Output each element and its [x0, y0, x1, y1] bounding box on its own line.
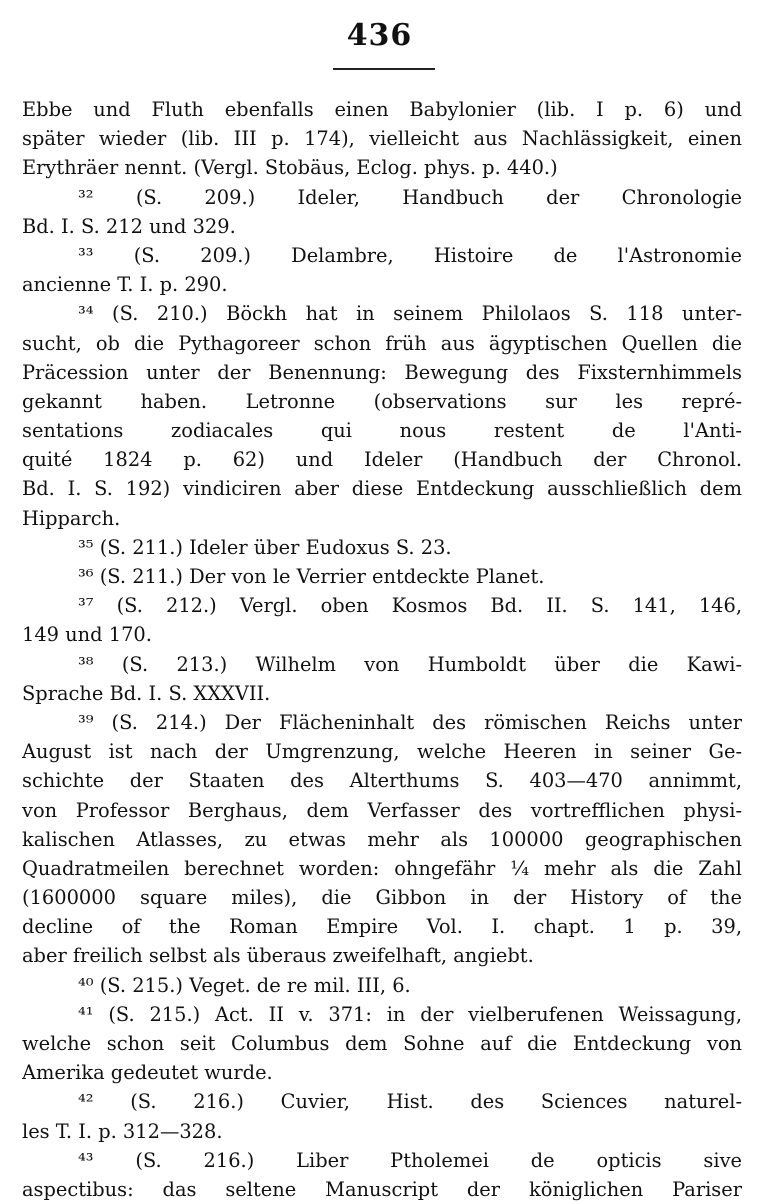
text-line: ³³ (S. 209.) Delambre, Histoire de l'Astronomie — [78, 243, 742, 267]
text-line: les T. I. p. 312—328. — [22, 1119, 223, 1143]
text-line: welche schon seit Columbus dem Sohne auf die Entdeckung von — [22, 1032, 742, 1055]
text-line: aspectibus: das seltene Manuscript der königlichen Pariser — [22, 1177, 742, 1201]
text-line: ³⁶ (S. 211.) Der von le Verrier entdeckte Planet. — [78, 565, 545, 588]
text-line: Erythräer nennt. (Vergl. Stobäus, Eclog. phys. p. 440.) — [22, 156, 558, 180]
footnotes-text-block — [22, 95, 742, 1204]
text-line: kalischen Atlasses, zu etwas mehr als 100000 geographischen — [22, 827, 742, 851]
text-line: Ebbe und Fluth ebenfalls einen Babylonier (lib. I p. 6) und — [22, 98, 742, 121]
text-line: ³⁵ (S. 211.) Ideler über Eudoxus S. 23. — [78, 535, 452, 559]
text-line: ³⁴ (S. 210.) Böckh hat in seinem Philolaos S. 118 unter- — [78, 302, 742, 326]
text-line: ³⁷ (S. 212.) Vergl. oben Kosmos Bd. II. S. 141, 146, — [78, 594, 742, 618]
text-line: decline of the Roman Empire Vol. I. chapt. 1 p. 39, — [22, 915, 742, 939]
text-line: 149 und 170. — [22, 623, 152, 647]
page-number: 436 — [346, 18, 413, 53]
text-line: Bd. I. S. 212 und 329. — [22, 214, 236, 238]
text-line: ⁴⁰ (S. 215.) Veget. de re mil. III, 6. — [78, 973, 411, 997]
text-line: Quadratmeilen berechnet worden: ohngefähr ¼ mehr als die Zahl — [22, 856, 742, 880]
text-line: ⁴² (S. 216.) Cuvier, Hist. des Sciences naturel- — [78, 1090, 742, 1114]
text-line: später wieder (lib. III p. 174), vielleicht aus Nachlässigkeit, einen — [22, 127, 742, 151]
text-line: von Professor Berghaus, dem Verfasser des vortrefflichen physi- — [22, 798, 742, 822]
header-rule — [333, 68, 435, 70]
text-line: gekannt haben. Letronne (observations sur les repré- — [22, 389, 742, 413]
text-line: Präcession unter der Benennung: Bewegung des Fixsternhimmels — [22, 360, 742, 384]
text-line: Bd. I. S. 192) vindiciren aber diese Entdeckung ausschließlich dem — [22, 477, 742, 501]
text-line: schichte der Staaten des Alterthums S. 403—470 annimmt, — [22, 769, 742, 793]
text-line: quité 1824 p. 62) und Ideler (Handbuch der Chronol. — [22, 448, 742, 472]
text-line: Hipparch. — [22, 506, 121, 530]
text-line: August ist nach der Umgrenzung, welche Heeren in seiner Ge- — [22, 740, 742, 764]
text-line: aber freilich selbst als überaus zweifelhaft, angiebt. — [22, 944, 534, 968]
text-line: ³⁸ (S. 213.) Wilhelm von Humboldt über die Kawi- — [78, 652, 742, 676]
text-line: (1600000 square miles), die Gibbon in der History of the — [22, 886, 742, 910]
text-line: ³² (S. 209.) Ideler, Handbuch der Chronologie — [78, 185, 742, 209]
text-line: Sprache Bd. I. S. XXXVII. — [22, 681, 271, 705]
text-line: ³⁹ (S. 214.) Der Flächeninhalt des römischen Reichs unter — [78, 710, 742, 734]
text-line: Amerika gedeutet wurde. — [22, 1061, 273, 1085]
text-line: sentations zodiacales qui nous restent de l'Anti- — [22, 419, 742, 443]
text-line: ancienne T. I. p. 290. — [22, 273, 228, 297]
text-line: ⁴¹ (S. 215.) Act. II v. 371: in der vielberufenen Weissagung, — [78, 1002, 742, 1026]
text-line: sucht, ob die Pythagoreer schon früh aus ägyptischen Quellen die — [22, 331, 742, 355]
text-line: ⁴³ (S. 216.) Liber Ptholemei de opticis sive — [78, 1148, 742, 1172]
